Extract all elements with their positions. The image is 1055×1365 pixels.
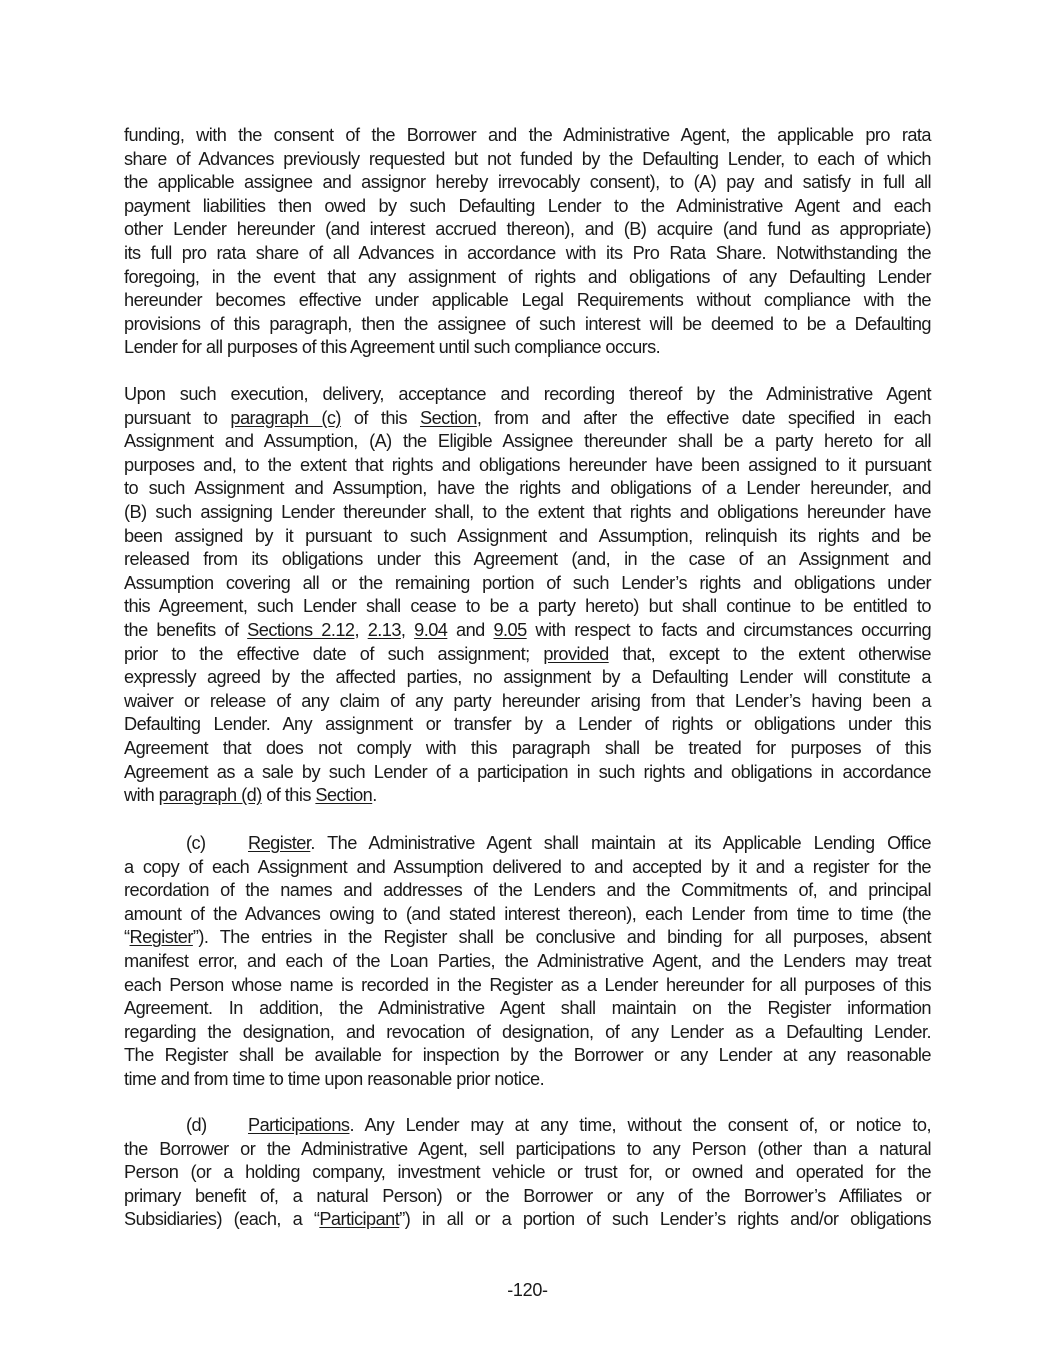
text-line: its full pro rata share of all Advances in accordance with its Pro Rata Share. Notwithstanding the: [124, 242, 931, 263]
text-line: funding, with the consent of the Borrower and the Administrative Agent, the applicable pro rata: [124, 125, 931, 145]
text-segment: . Any Lender may at any time, without the consent of, or notice to,: [349, 1115, 931, 1135]
paragraph-defaulting-lender-continuation: [124, 124, 931, 360]
section-c-register: [124, 832, 931, 1092]
paragraph-assignment-effect: [124, 383, 931, 808]
text-line: [124, 643, 931, 667]
text-segment: . The Administrative Agent shall maintain at its Applicable Lending Office: [310, 833, 931, 853]
text-line: regarding the designation, and revocation of designation, of any Lender as a Defaulting Lender.: [124, 1021, 931, 1042]
text-line: [124, 619, 931, 643]
text-line: each Person whose name is recorded in the Register as a Lender hereunder for all purposes of this: [124, 974, 931, 995]
cross-reference-section: Section: [315, 785, 373, 806]
cross-reference-section-9-04: 9.04: [414, 619, 448, 640]
text-line: [124, 926, 931, 950]
text-segment: that, except to the extent otherwise: [608, 643, 931, 664]
text-line: Defaulting Lender. Any assignment or transfer by a Lender of rights or obligations under this: [124, 714, 931, 735]
text-line: this Agreement, such Lender shall cease to be a party hereto) but shall continue to be entitled to: [124, 596, 931, 617]
text-line: Lender for all purposes of this Agreement until such compliance occurs.: [124, 337, 661, 358]
text-line: manifest error, and each of the Loan Parties, the Administrative Agent, and the Lenders may treat: [124, 950, 931, 971]
text-line: the Borrower or the Administrative Agent, sell participations to any Person (other than a natural: [124, 1138, 931, 1159]
text-line: Person (or a holding company, investment vehicle or trust for, or owned and operated for the: [124, 1162, 931, 1183]
cross-reference-paragraph-d: paragraph (d): [158, 785, 262, 806]
text-segment: ,: [400, 619, 415, 640]
section-heading-register: Register: [248, 833, 311, 853]
text-line: Agreement. In addition, the Administrative Agent shall maintain on the Register information: [124, 998, 931, 1019]
text-segment: pursuant to: [124, 407, 231, 428]
text-line: purposes and, to the extent that rights and obligations hereunder have been assigned to it pursuant: [124, 454, 931, 475]
text-segment: the benefits of: [124, 619, 248, 640]
text-segment: prior to the effective date of such assignment;: [124, 643, 544, 664]
text-segment: ”). The entries in the Register shall be conclusive and binding for all purposes, absent: [192, 927, 931, 948]
text-segment: ,: [354, 619, 368, 640]
text-line: [124, 832, 931, 856]
text-segment: Subsidiaries) (each, a “: [124, 1209, 320, 1230]
clause-label-c: (c): [186, 833, 206, 853]
cross-reference-paragraph-c: paragraph (c): [230, 407, 341, 428]
text-segment: , from and after the effective date specified in each: [476, 407, 931, 428]
text-line: Agreement that does not comply with this paragraph shall be treated for purposes of this: [124, 737, 931, 758]
text-line: Agreement as a sale by such Lender of a participation in such rights and obligations in accordance: [124, 761, 931, 782]
cross-reference-section-2-12: Sections 2.12: [247, 619, 355, 640]
text-line: recordation of the names and addresses of the Lenders and the Commitments of, and principal: [124, 880, 931, 901]
text-line: payment liabilities then owed by such Defaulting Lender to the Administrative Agent and each: [124, 195, 931, 216]
text-line: The Register shall be available for inspection by the Borrower or any Lender at any reasonable: [124, 1045, 931, 1066]
text-line: a copy of each Assignment and Assumption delivered to and accepted by it and a register for the: [124, 856, 931, 877]
text-line: Assumption covering all or the remaining portion of such Lender’s rights and obligations under: [124, 572, 931, 593]
text-line: expressly agreed by the affected parties, no assignment by a Defaulting Lender will constitute a: [124, 667, 931, 688]
text-line: time and from time to time upon reasonable prior notice.: [124, 1068, 545, 1089]
text-line: [124, 1208, 931, 1232]
text-segment: .: [372, 785, 377, 806]
defined-term-provided: provided: [543, 643, 609, 664]
text-line: [124, 784, 931, 808]
text-line: waiver or release of any claim of any party hereunder arising from that Lender’s having been a: [124, 690, 931, 711]
text-line: provisions of this paragraph, then the assignee of such interest will be deemed to be a Defaulting: [124, 313, 931, 334]
text-segment: with respect to facts and circumstances occurring: [526, 619, 932, 640]
text-segment: of this: [340, 407, 420, 428]
defined-term-register: Register: [129, 927, 193, 948]
text-line: share of Advances previously requested but not funded by the Defaulting Lender, to each of which: [124, 148, 931, 169]
text-line: (B) such assigning Lender thereunder shall, to the extent that rights and obligations hereunder have: [124, 501, 931, 522]
section-heading-participations: Participations: [248, 1115, 350, 1135]
text-line: Upon such execution, delivery, acceptance and recording thereof by the Administrative Agent: [124, 384, 931, 404]
clause-label-d: (d): [186, 1115, 207, 1135]
text-line: [124, 1114, 931, 1138]
text-line: amount of the Advances owing to (and stated interest thereon), each Lender from time to time (the: [124, 903, 931, 924]
text-segment: ”) in all or a portion of such Lender’s rights and/or obligations: [399, 1209, 931, 1230]
cross-reference-section-9-05: 9.05: [493, 619, 527, 640]
cross-reference-section-2-13: 2.13: [367, 619, 401, 640]
text-line: the applicable assignee and assignor hereby irrevocably consent), to (A) pay and satisfy in full all: [124, 172, 931, 193]
text-line: primary benefit of, a natural Person) or the Borrower or any of the Borrower’s Affiliates or: [124, 1185, 931, 1206]
text-segment: “: [124, 927, 130, 948]
text-line: Assignment and Assumption, (A) the Eligible Assignee thereunder shall be a party hereto for all: [124, 431, 931, 452]
text-line: hereunder becomes effective under applicable Legal Requirements without compliance with the: [124, 290, 931, 311]
text-line: foregoing, in the event that any assignment of rights and obligations of any Defaulting Lender: [124, 266, 931, 287]
text-line: [124, 407, 931, 431]
text-segment: with: [124, 785, 159, 806]
text-line: other Lender hereunder (and interest accrued thereon), and (B) acquire (and fund as appropriate): [124, 219, 931, 240]
text-line: to such Assignment and Assumption, have the rights and obligations of a Lender hereunder, and: [124, 478, 931, 499]
cross-reference-section: Section: [419, 407, 477, 428]
text-line: released from its obligations under this Agreement (and, in the case of an Assignment and: [124, 549, 931, 570]
section-d-participations: [124, 1114, 931, 1232]
text-line: been assigned by it pursuant to such Assignment and Assumption, relinquish its rights and be: [124, 525, 931, 546]
defined-term-participant: Participant: [319, 1209, 400, 1230]
page-number: -120-: [507, 1280, 548, 1300]
text-segment: of this: [261, 785, 316, 806]
text-segment: and: [447, 619, 494, 640]
